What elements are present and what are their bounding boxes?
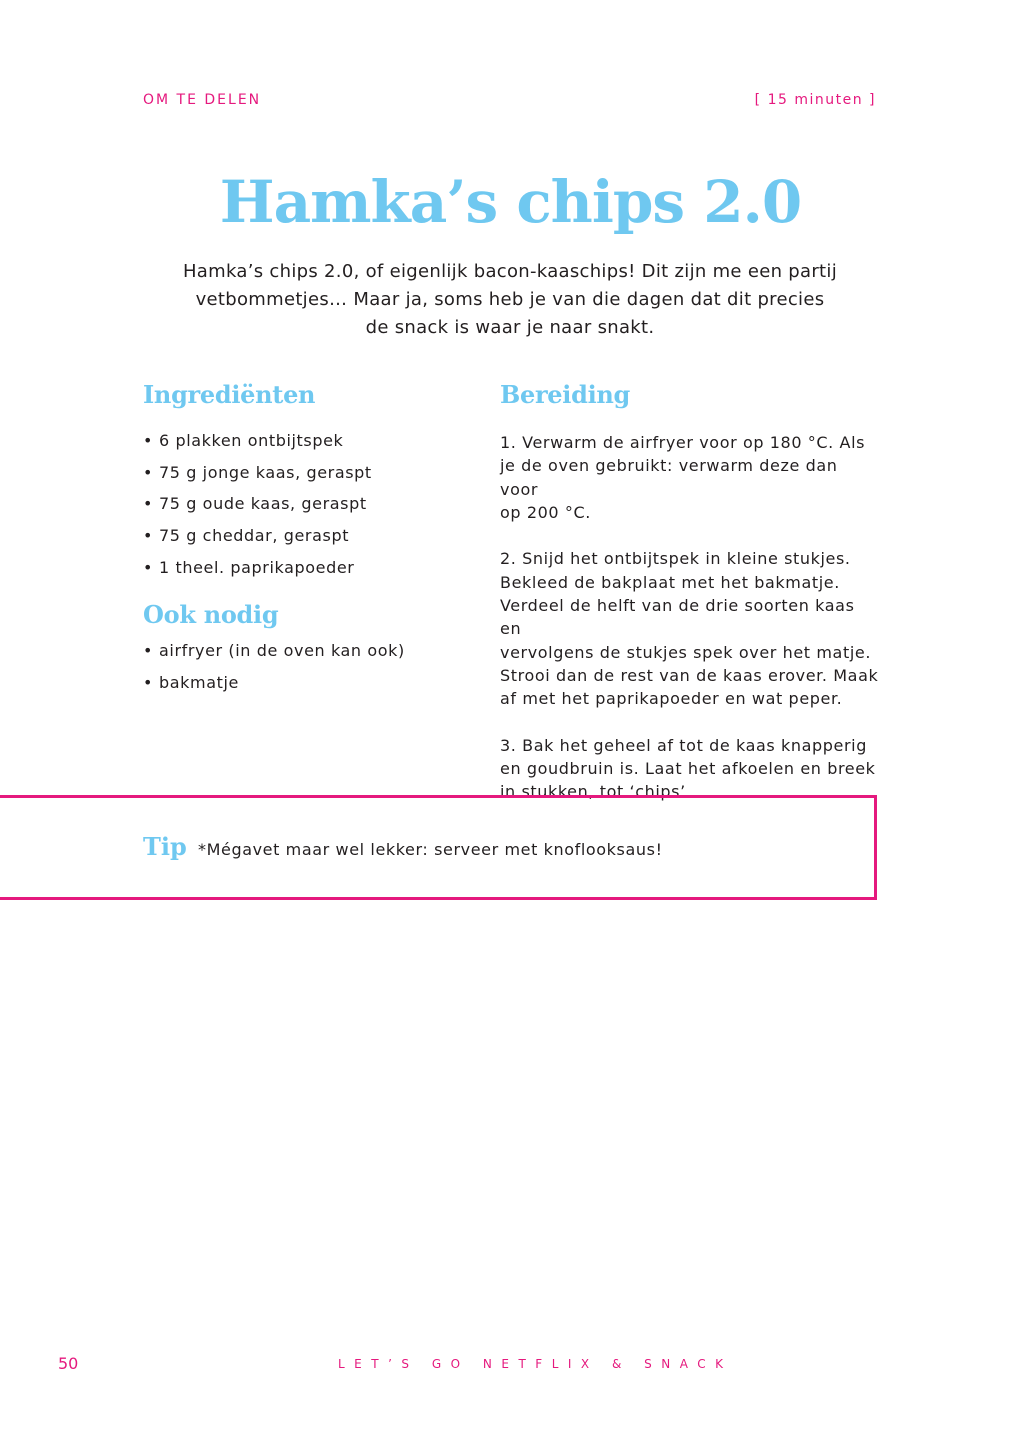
step-2: [500, 547, 880, 710]
step-line: en goudbruin is. Laat het afkoelen en breek: [500, 759, 876, 779]
needed-list: [143, 640, 473, 703]
duration-label: [ 15 minuten ]: [754, 92, 876, 108]
step-line: vervolgens de stukjes spek over het matje.: [500, 642, 872, 662]
needed-heading: Ook nodig: [143, 600, 279, 629]
intro-line: de snack is waar je naar snakt.: [365, 317, 655, 338]
page-number: 50: [58, 1354, 79, 1373]
list-item: • 1 theel. paprikapoeder: [143, 557, 473, 589]
step-1: [500, 431, 880, 524]
step-3: [500, 734, 880, 804]
preparation-steps: [500, 431, 880, 827]
list-item: • 75 g oude kaas, geraspt: [143, 493, 473, 525]
tip-label: Tip: [143, 832, 187, 861]
step-line: Verdeel de helft van de drie soorten kaas en: [500, 596, 855, 639]
list-item: • airfryer (in de oven kan ook): [143, 640, 473, 672]
step-line: 2. Snijd het ontbijtspek in kleine stukjes.: [500, 549, 851, 569]
step-line: Strooi dan de rest van de kaas erover. Maak: [500, 665, 879, 685]
intro-line: vetbommetjes… Maar ja, soms heb je van die dagen dat dit precies: [195, 289, 825, 310]
preparation-heading: Bereiding: [500, 380, 631, 409]
book-title-footer: LET’S GO NETFLIX & SNACK: [338, 1357, 733, 1371]
tip-text: *Mégavet maar wel lekker: serveer met knoflooksaus!: [198, 840, 663, 859]
step-line: af met het paprikapoeder en wat peper.: [500, 689, 843, 709]
step-line: in stukken, tot ‘chips’.: [500, 782, 692, 802]
list-item: • bakmatje: [143, 672, 473, 704]
recipe-title: Hamka’s chips 2.0: [219, 168, 802, 236]
category-label: OM TE DELEN: [143, 92, 262, 108]
intro-line: Hamka’s chips 2.0, of eigenlijk bacon-kaaschips! Dit zijn me een partij: [182, 261, 838, 282]
step-line: je de oven gebruikt: verwarm deze dan voor: [500, 456, 838, 499]
ingredients-heading: Ingrediënten: [143, 380, 316, 409]
ingredients-list: [143, 430, 473, 588]
list-item: • 75 g cheddar, geraspt: [143, 525, 473, 557]
recipe-intro: [160, 258, 860, 342]
list-item: • 6 plakken ontbijtspek: [143, 430, 473, 462]
list-item: • 75 g jonge kaas, geraspt: [143, 462, 473, 494]
step-line: 3. Bak het geheel af tot de kaas knapperig: [500, 735, 867, 755]
step-line: 1. Verwarm de airfryer voor op 180 °C. Als: [500, 433, 866, 452]
step-line: op 200 °C.: [500, 502, 591, 522]
step-line: Bekleed de bakplaat met het bakmatje.: [500, 572, 840, 592]
